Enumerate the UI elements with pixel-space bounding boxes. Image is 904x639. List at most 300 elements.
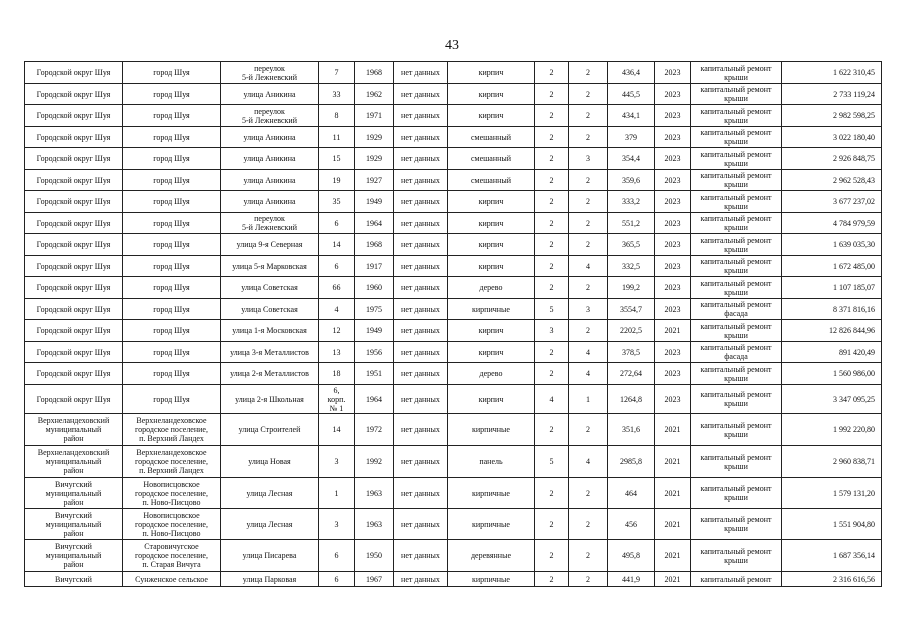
cell-street: улица 9-я Северная xyxy=(221,234,319,256)
cell-area: 354,4 xyxy=(608,148,655,170)
cell-planned-year: 2021 xyxy=(655,414,691,446)
cell-commissioning-info: нет данных xyxy=(394,127,448,148)
cell-commissioning-info: нет данных xyxy=(394,363,448,385)
cell-area: 1264,8 xyxy=(608,385,655,414)
cell-municipality: Вичугский муниципальный район xyxy=(25,478,123,509)
cell-street: улица 3-я Металлистов xyxy=(221,342,319,363)
cell-cost: 2 316 616,56 xyxy=(782,572,882,587)
cell-cost: 2 733 119,24 xyxy=(782,84,882,105)
cell-settlement: город Шуя xyxy=(123,191,221,213)
cell-cost: 8 371 816,16 xyxy=(782,299,882,320)
cell-municipality: Вичугский муниципальный район xyxy=(25,540,123,572)
cell-area: 445,5 xyxy=(608,84,655,105)
cell-floors: 2 xyxy=(535,105,569,127)
cell-work-type: капитальный ремонт крыши xyxy=(691,170,782,191)
cell-wall-material: кирпичные xyxy=(448,414,535,446)
cell-municipality: Городской округ Шуя xyxy=(25,385,123,414)
cell-area: 359,6 xyxy=(608,170,655,191)
cell-cost: 1 622 310,45 xyxy=(782,62,882,84)
cell-settlement: Новописцовское городское поселение, п. Ново-Писцово xyxy=(123,478,221,509)
cell-settlement: город Шуя xyxy=(123,342,221,363)
cell-build-year: 1949 xyxy=(355,320,394,342)
cell-build-year: 1927 xyxy=(355,170,394,191)
table-row xyxy=(25,127,882,148)
cell-floors: 2 xyxy=(535,509,569,540)
cell-house-number: 14 xyxy=(319,414,355,446)
table-row xyxy=(25,363,882,385)
cell-entrances: 3 xyxy=(569,299,608,320)
cell-planned-year: 2021 xyxy=(655,540,691,572)
cell-settlement: город Шуя xyxy=(123,127,221,148)
cell-street: переулок 5-й Лежневский xyxy=(221,62,319,84)
cell-house-number: 11 xyxy=(319,127,355,148)
cell-street: улица Аникина xyxy=(221,148,319,170)
cell-planned-year: 2023 xyxy=(655,299,691,320)
cell-wall-material: дерево xyxy=(448,277,535,299)
cell-cost: 1 579 131,20 xyxy=(782,478,882,509)
table-row xyxy=(25,256,882,277)
cell-floors: 2 xyxy=(535,478,569,509)
cell-municipality: Городской округ Шуя xyxy=(25,127,123,148)
cell-wall-material: кирпичные xyxy=(448,299,535,320)
cell-street: улица 2-я Школьная xyxy=(221,385,319,414)
cell-street: улица Лесная xyxy=(221,509,319,540)
cell-commissioning-info: нет данных xyxy=(394,342,448,363)
table-row xyxy=(25,509,882,540)
cell-municipality: Городской округ Шуя xyxy=(25,148,123,170)
cell-house-number: 6 xyxy=(319,540,355,572)
cell-floors: 2 xyxy=(535,414,569,446)
cell-street: улица Аникина xyxy=(221,191,319,213)
cell-commissioning-info: нет данных xyxy=(394,320,448,342)
cell-street: улица Советская xyxy=(221,277,319,299)
cell-street: улица 5-я Марковская xyxy=(221,256,319,277)
cell-settlement: город Шуя xyxy=(123,170,221,191)
cell-street: улица Лесная xyxy=(221,478,319,509)
cell-house-number: 1 xyxy=(319,478,355,509)
cell-settlement: Новописцовское городское поселение, п. Ново-Писцово xyxy=(123,509,221,540)
cell-build-year: 1917 xyxy=(355,256,394,277)
cell-area: 436,4 xyxy=(608,62,655,84)
cell-municipality: Городской округ Шуя xyxy=(25,170,123,191)
cell-floors: 2 xyxy=(535,84,569,105)
cell-street: улица Аникина xyxy=(221,170,319,191)
cell-entrances: 1 xyxy=(569,385,608,414)
cell-entrances: 4 xyxy=(569,256,608,277)
cell-cost: 4 784 979,59 xyxy=(782,213,882,234)
cell-planned-year: 2021 xyxy=(655,478,691,509)
cell-work-type: капитальный ремонт крыши xyxy=(691,191,782,213)
cell-street: улица Аникина xyxy=(221,127,319,148)
cell-wall-material: кирпичные xyxy=(448,572,535,587)
cell-planned-year: 2023 xyxy=(655,256,691,277)
cell-wall-material: кирпич xyxy=(448,320,535,342)
cell-build-year: 1971 xyxy=(355,105,394,127)
cell-municipality: Городской округ Шуя xyxy=(25,342,123,363)
cell-area: 365,5 xyxy=(608,234,655,256)
cell-wall-material: кирпич xyxy=(448,342,535,363)
cell-settlement: город Шуя xyxy=(123,299,221,320)
cell-area: 332,5 xyxy=(608,256,655,277)
cell-municipality: Городской округ Шуя xyxy=(25,299,123,320)
cell-street: улица Парковая xyxy=(221,572,319,587)
cell-house-number: 14 xyxy=(319,234,355,256)
cell-street: улица Писарева xyxy=(221,540,319,572)
cell-municipality: Городской округ Шуя xyxy=(25,62,123,84)
cell-cost: 2 960 838,71 xyxy=(782,446,882,478)
cell-entrances: 2 xyxy=(569,62,608,84)
table-row xyxy=(25,213,882,234)
cell-street: улица Строителей xyxy=(221,414,319,446)
cell-municipality: Городской округ Шуя xyxy=(25,234,123,256)
cell-wall-material: смешанный xyxy=(448,127,535,148)
cell-wall-material: кирпич xyxy=(448,256,535,277)
cell-area: 351,6 xyxy=(608,414,655,446)
cell-build-year: 1972 xyxy=(355,414,394,446)
cell-work-type: капитальный ремонт крыши xyxy=(691,234,782,256)
cell-municipality: Верхнеландеховский муниципальный район xyxy=(25,414,123,446)
cell-cost: 891 420,49 xyxy=(782,342,882,363)
cell-cost: 2 962 528,43 xyxy=(782,170,882,191)
cell-work-type: капитальный ремонт крыши xyxy=(691,105,782,127)
cell-build-year: 1992 xyxy=(355,446,394,478)
cell-floors: 2 xyxy=(535,213,569,234)
cell-build-year: 1951 xyxy=(355,363,394,385)
cell-entrances: 2 xyxy=(569,170,608,191)
cell-planned-year: 2023 xyxy=(655,148,691,170)
cell-area: 464 xyxy=(608,478,655,509)
cell-build-year: 1960 xyxy=(355,277,394,299)
cell-work-type: капитальный ремонт крыши xyxy=(691,478,782,509)
table-row xyxy=(25,342,882,363)
cell-build-year: 1949 xyxy=(355,191,394,213)
cell-cost: 2 926 848,75 xyxy=(782,148,882,170)
table-row xyxy=(25,478,882,509)
cell-street: переулок 5-й Лежневский xyxy=(221,105,319,127)
cell-planned-year: 2023 xyxy=(655,234,691,256)
cell-municipality: Городской округ Шуя xyxy=(25,277,123,299)
cell-work-type: капитальный ремонт крыши xyxy=(691,385,782,414)
cell-build-year: 1929 xyxy=(355,148,394,170)
cell-area: 495,8 xyxy=(608,540,655,572)
cell-commissioning-info: нет данных xyxy=(394,148,448,170)
cell-commissioning-info: нет данных xyxy=(394,234,448,256)
cell-entrances: 2 xyxy=(569,234,608,256)
cell-municipality: Верхнеландеховский муниципальный район xyxy=(25,446,123,478)
cell-build-year: 1968 xyxy=(355,234,394,256)
cell-planned-year: 2023 xyxy=(655,385,691,414)
cell-municipality: Вичугский муниципальный район xyxy=(25,509,123,540)
cell-entrances: 2 xyxy=(569,127,608,148)
cell-entrances: 2 xyxy=(569,105,608,127)
cell-area: 378,5 xyxy=(608,342,655,363)
cell-entrances: 2 xyxy=(569,540,608,572)
cell-house-number: 15 xyxy=(319,148,355,170)
cell-street: улица 1-я Московская xyxy=(221,320,319,342)
cell-house-number: 66 xyxy=(319,277,355,299)
cell-build-year: 1964 xyxy=(355,385,394,414)
cell-floors: 2 xyxy=(535,363,569,385)
cell-planned-year: 2023 xyxy=(655,277,691,299)
cell-work-type: капитальный ремонт крыши xyxy=(691,320,782,342)
cell-cost: 1 992 220,80 xyxy=(782,414,882,446)
cell-municipality: Городской округ Шуя xyxy=(25,105,123,127)
cell-floors: 2 xyxy=(535,234,569,256)
cell-commissioning-info: нет данных xyxy=(394,540,448,572)
cell-area: 379 xyxy=(608,127,655,148)
page-number: 43 xyxy=(445,38,459,53)
cell-area: 434,1 xyxy=(608,105,655,127)
cell-house-number: 6 xyxy=(319,213,355,234)
cell-settlement: Верхнеландеховское городское поселение, п. Верхний Ландех xyxy=(123,446,221,478)
cell-municipality: Городской округ Шуя xyxy=(25,191,123,213)
cell-floors: 3 xyxy=(535,320,569,342)
table-row xyxy=(25,234,882,256)
cell-floors: 2 xyxy=(535,540,569,572)
table-row xyxy=(25,191,882,213)
cell-floors: 2 xyxy=(535,191,569,213)
cell-settlement: город Шуя xyxy=(123,105,221,127)
cell-municipality: Городской округ Шуя xyxy=(25,256,123,277)
cell-commissioning-info: нет данных xyxy=(394,572,448,587)
cell-commissioning-info: нет данных xyxy=(394,299,448,320)
cell-floors: 2 xyxy=(535,170,569,191)
cell-settlement: город Шуя xyxy=(123,213,221,234)
cell-settlement: город Шуя xyxy=(123,256,221,277)
cell-cost: 3 677 237,02 xyxy=(782,191,882,213)
cell-wall-material: кирпич xyxy=(448,234,535,256)
cell-cost: 1 639 035,30 xyxy=(782,234,882,256)
registry-table xyxy=(24,61,882,587)
cell-floors: 4 xyxy=(535,385,569,414)
cell-wall-material: смешанный xyxy=(448,170,535,191)
cell-entrances: 4 xyxy=(569,446,608,478)
cell-planned-year: 2021 xyxy=(655,572,691,587)
cell-entrances: 3 xyxy=(569,148,608,170)
cell-wall-material: кирпич xyxy=(448,213,535,234)
cell-entrances: 2 xyxy=(569,191,608,213)
cell-work-type: капитальный ремонт фасада xyxy=(691,299,782,320)
cell-entrances: 2 xyxy=(569,320,608,342)
cell-house-number: 7 xyxy=(319,62,355,84)
cell-floors: 2 xyxy=(535,572,569,587)
cell-planned-year: 2023 xyxy=(655,342,691,363)
cell-cost: 1 551 904,80 xyxy=(782,509,882,540)
cell-floors: 2 xyxy=(535,148,569,170)
cell-work-type: капитальный ремонт крыши xyxy=(691,256,782,277)
cell-work-type: капитальный ремонт крыши xyxy=(691,363,782,385)
cell-build-year: 1962 xyxy=(355,84,394,105)
table-row xyxy=(25,84,882,105)
cell-area: 3554,7 xyxy=(608,299,655,320)
cell-wall-material: кирпичные xyxy=(448,509,535,540)
cell-commissioning-info: нет данных xyxy=(394,256,448,277)
cell-floors: 5 xyxy=(535,299,569,320)
cell-commissioning-info: нет данных xyxy=(394,170,448,191)
cell-work-type: капитальный ремонт крыши xyxy=(691,446,782,478)
cell-floors: 5 xyxy=(535,446,569,478)
cell-floors: 2 xyxy=(535,277,569,299)
cell-work-type: капитальный ремонт фасада xyxy=(691,342,782,363)
table-row xyxy=(25,572,882,587)
cell-commissioning-info: нет данных xyxy=(394,446,448,478)
table-row xyxy=(25,62,882,84)
cell-municipality: Городской округ Шуя xyxy=(25,363,123,385)
cell-wall-material: кирпич xyxy=(448,385,535,414)
cell-settlement: город Шуя xyxy=(123,385,221,414)
cell-build-year: 1963 xyxy=(355,509,394,540)
cell-commissioning-info: нет данных xyxy=(394,62,448,84)
cell-work-type: капитальный ремонт xyxy=(691,572,782,587)
cell-municipality: Городской округ Шуя xyxy=(25,320,123,342)
cell-work-type: капитальный ремонт крыши xyxy=(691,148,782,170)
cell-wall-material: кирпич xyxy=(448,84,535,105)
cell-settlement: город Шуя xyxy=(123,62,221,84)
cell-area: 333,2 xyxy=(608,191,655,213)
cell-build-year: 1967 xyxy=(355,572,394,587)
cell-house-number: 13 xyxy=(319,342,355,363)
cell-settlement: город Шуя xyxy=(123,84,221,105)
cell-street: переулок 5-й Лежневский xyxy=(221,213,319,234)
cell-house-number: 3 xyxy=(319,509,355,540)
cell-build-year: 1929 xyxy=(355,127,394,148)
cell-settlement: Сунженское сельское xyxy=(123,572,221,587)
table-row xyxy=(25,385,882,414)
cell-planned-year: 2023 xyxy=(655,127,691,148)
cell-cost: 2 982 598,25 xyxy=(782,105,882,127)
table-row xyxy=(25,320,882,342)
cell-wall-material: дерево xyxy=(448,363,535,385)
cell-entrances: 4 xyxy=(569,342,608,363)
cell-cost: 1 560 986,00 xyxy=(782,363,882,385)
cell-area: 2202,5 xyxy=(608,320,655,342)
cell-entrances: 2 xyxy=(569,478,608,509)
cell-cost: 12 826 844,96 xyxy=(782,320,882,342)
cell-wall-material: кирпичные xyxy=(448,478,535,509)
cell-area: 272,64 xyxy=(608,363,655,385)
cell-house-number: 3 xyxy=(319,446,355,478)
table-row xyxy=(25,170,882,191)
cell-work-type: капитальный ремонт крыши xyxy=(691,277,782,299)
cell-commissioning-info: нет данных xyxy=(394,414,448,446)
cell-municipality: Городской округ Шуя xyxy=(25,84,123,105)
cell-build-year: 1956 xyxy=(355,342,394,363)
table-row xyxy=(25,105,882,127)
cell-build-year: 1950 xyxy=(355,540,394,572)
table-row xyxy=(25,446,882,478)
cell-cost: 1 687 356,14 xyxy=(782,540,882,572)
cell-street: улица Аникина xyxy=(221,84,319,105)
cell-commissioning-info: нет данных xyxy=(394,105,448,127)
cell-settlement: город Шуя xyxy=(123,277,221,299)
cell-work-type: капитальный ремонт крыши xyxy=(691,414,782,446)
cell-commissioning-info: нет данных xyxy=(394,84,448,105)
cell-house-number: 18 xyxy=(319,363,355,385)
cell-work-type: капитальный ремонт крыши xyxy=(691,62,782,84)
cell-work-type: капитальный ремонт крыши xyxy=(691,127,782,148)
cell-commissioning-info: нет данных xyxy=(394,478,448,509)
table-row xyxy=(25,414,882,446)
cell-settlement: город Шуя xyxy=(123,363,221,385)
cell-wall-material: кирпич xyxy=(448,105,535,127)
cell-entrances: 2 xyxy=(569,213,608,234)
cell-settlement: Верхнеландеховское городское поселение, п. Верхний Ландех xyxy=(123,414,221,446)
cell-commissioning-info: нет данных xyxy=(394,213,448,234)
cell-wall-material: кирпич xyxy=(448,62,535,84)
cell-commissioning-info: нет данных xyxy=(394,277,448,299)
registry-body xyxy=(25,62,882,587)
cell-commissioning-info: нет данных xyxy=(394,191,448,213)
cell-area: 551,2 xyxy=(608,213,655,234)
table-row xyxy=(25,540,882,572)
cell-floors: 2 xyxy=(535,127,569,148)
cell-house-number: 33 xyxy=(319,84,355,105)
cell-wall-material: кирпич xyxy=(448,191,535,213)
cell-planned-year: 2021 xyxy=(655,509,691,540)
cell-work-type: капитальный ремонт крыши xyxy=(691,540,782,572)
table-row xyxy=(25,277,882,299)
cell-wall-material: смешанный xyxy=(448,148,535,170)
cell-house-number: 6, корп. № 1 xyxy=(319,385,355,414)
cell-build-year: 1975 xyxy=(355,299,394,320)
cell-planned-year: 2023 xyxy=(655,191,691,213)
cell-planned-year: 2023 xyxy=(655,170,691,191)
cell-planned-year: 2023 xyxy=(655,213,691,234)
cell-build-year: 1968 xyxy=(355,62,394,84)
cell-area: 2985,8 xyxy=(608,446,655,478)
cell-work-type: капитальный ремонт крыши xyxy=(691,213,782,234)
cell-build-year: 1963 xyxy=(355,478,394,509)
cell-house-number: 6 xyxy=(319,572,355,587)
cell-settlement: город Шуя xyxy=(123,320,221,342)
cell-cost: 1 107 185,07 xyxy=(782,277,882,299)
cell-work-type: капитальный ремонт крыши xyxy=(691,84,782,105)
cell-work-type: капитальный ремонт крыши xyxy=(691,509,782,540)
cell-municipality: Вичугский xyxy=(25,572,123,587)
cell-floors: 2 xyxy=(535,62,569,84)
cell-cost: 3 347 095,25 xyxy=(782,385,882,414)
cell-settlement: город Шуя xyxy=(123,148,221,170)
cell-settlement: город Шуя xyxy=(123,234,221,256)
cell-planned-year: 2023 xyxy=(655,84,691,105)
cell-settlement: Старовичугское городское поселение, п. Старая Вичуга xyxy=(123,540,221,572)
cell-entrances: 2 xyxy=(569,84,608,105)
table-row xyxy=(25,299,882,320)
cell-commissioning-info: нет данных xyxy=(394,509,448,540)
cell-entrances: 2 xyxy=(569,277,608,299)
cell-house-number: 35 xyxy=(319,191,355,213)
cell-entrances: 4 xyxy=(569,363,608,385)
cell-wall-material: панель xyxy=(448,446,535,478)
cell-wall-material: деревянные xyxy=(448,540,535,572)
cell-planned-year: 2023 xyxy=(655,105,691,127)
cell-entrances: 2 xyxy=(569,414,608,446)
cell-planned-year: 2021 xyxy=(655,320,691,342)
cell-planned-year: 2023 xyxy=(655,363,691,385)
cell-house-number: 4 xyxy=(319,299,355,320)
cell-floors: 2 xyxy=(535,342,569,363)
table-row xyxy=(25,148,882,170)
cell-street: улица 2-я Металлистов xyxy=(221,363,319,385)
cell-street: улица Советская xyxy=(221,299,319,320)
cell-area: 456 xyxy=(608,509,655,540)
cell-entrances: 2 xyxy=(569,509,608,540)
cell-house-number: 6 xyxy=(319,256,355,277)
cell-entrances: 2 xyxy=(569,572,608,587)
cell-area: 199,2 xyxy=(608,277,655,299)
cell-cost: 1 672 485,00 xyxy=(782,256,882,277)
cell-build-year: 1964 xyxy=(355,213,394,234)
